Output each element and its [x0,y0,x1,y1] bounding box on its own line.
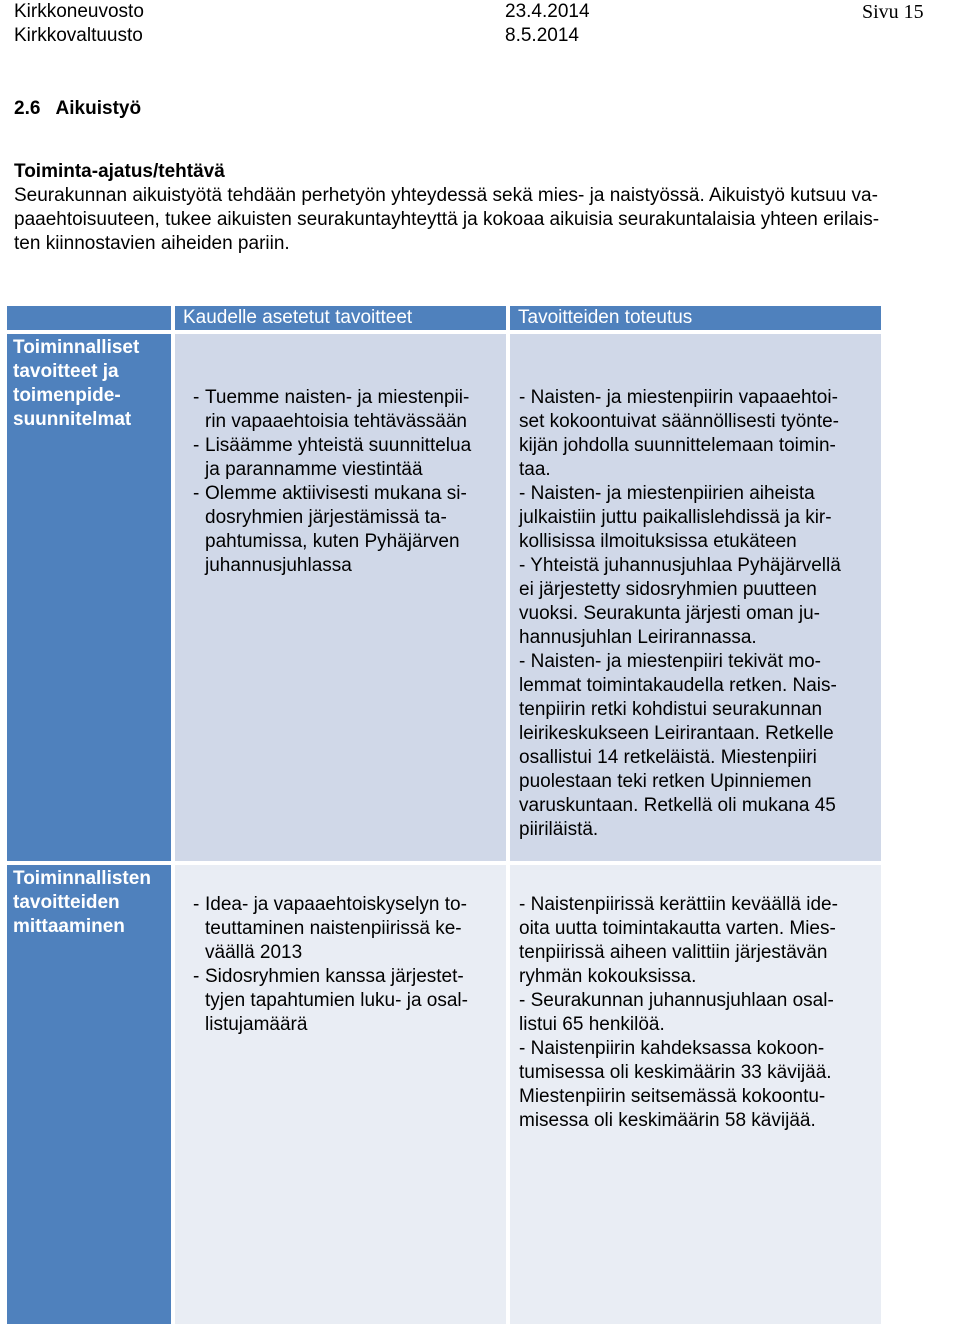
header-cell-goals [175,306,506,330]
intro-line: ten kiinnostavien aiheiden pariin. [14,233,290,254]
goal-line: pahtumissa, kuten Pyhäjärven [205,531,460,552]
list-item [193,482,506,578]
goal-line: Tuemme naisten- ja miestenpii- [205,387,470,408]
row-label-line: Toiminnallisten [13,868,151,889]
result-line: lemmat toimintakaudella retken. Nais- [519,675,837,696]
goal-line: juhannusjuhlassa [205,555,352,576]
result-line: vuoksi. Seurakunta järjesti oman ju- [519,603,820,624]
results-cell [510,865,881,1324]
goal-line: Olemme aktiivisesti mukana si- [205,483,467,504]
goal-line: rin vapaaehtoisia tehtävässään [205,411,467,432]
result-line: - Naistenpiirin kahdeksassa kokoon- [519,1038,825,1059]
goals-table [7,306,881,1324]
result-line: puolestaan teki retken Upinniemen [519,771,812,792]
result-line: - Naisten- ja miestenpiiri tekivät mo- [519,651,821,672]
result-line: julkaistiin juttu paikallislehdissä ja kir- [519,507,832,528]
row-label-cell [7,865,171,1324]
meeting-date-1: 23.4.2014 [505,1,590,22]
goals-cell [175,865,506,1324]
header-results-label: Tavoitteiden toteutus [518,307,693,328]
list-item [193,434,506,482]
list-item [193,893,506,965]
dash-bullet: - [193,894,200,915]
result-line: - Seurakunnan juhannusjuhlaan osal- [519,990,834,1011]
row-label-line: mittaaminen [13,916,125,937]
row-label-line: Toiminnalliset [13,337,140,358]
org-name-1: Kirkkoneuvosto [14,1,144,22]
result-line: kijän johdolla suunnittelemaan toimin- [519,435,836,456]
result-line: set kokoontuivat säännöllisesti työnte- [519,411,840,432]
header-cell-empty [7,306,171,330]
goals-cell [175,334,506,861]
row-label [7,334,171,432]
result-line: osallistui 14 retkeläistä. Miestenpiiri [519,747,817,768]
result-line: listui 65 henkilöä. [519,1014,665,1035]
goal-line: dosryhmien järjestämissä ta- [205,507,447,528]
header-cell-results [510,306,881,330]
row-label-line: suunnitelmat [13,409,132,430]
result-line: taa. [519,459,551,480]
goal-line: väällä 2013 [205,942,303,963]
result-line: - Naisten- ja miestenpiirin vapaaehtoi- [519,387,838,408]
goal-line: ja parannamme viestintää [205,459,423,480]
dash-bullet: - [193,435,200,456]
result-line: - Naistenpiirissä kerättiin keväällä ide- [519,894,838,915]
row-label-line: tavoitteiden [13,892,120,913]
subsection-title: Toiminta-ajatus/tehtävä [14,161,225,182]
goal-line: teuttaminen naistenpiirissä ke- [205,918,462,939]
result-line: varuskuntaan. Retkellä oli mukana 45 [519,795,836,816]
result-line: tumisessa oli keskimäärin 33 kävijää. [519,1062,832,1083]
goals-list [175,865,506,1037]
org-name-2: Kirkkovaltuusto [14,25,143,46]
result-line: tenpiirissä aiheen valittiin järjestävän [519,942,828,963]
intro-paragraph [14,184,959,256]
row-label-line: toimenpide- [13,385,121,406]
goal-line: Idea- ja vapaaehtoiskyselyn to- [205,894,467,915]
page-number: Sivu 15 [862,1,924,23]
meeting-date-2: 8.5.2014 [505,25,579,46]
row-label [7,865,171,939]
result-line: tenpiirin retki kohdistui seurakunnan [519,699,823,720]
goal-line: tyjen tapahtumien luku- ja osal- [205,990,468,1011]
goal-line: Lisäämme yhteistä suunnittelua [205,435,472,456]
intro-line: Seurakunnan aikuistyötä tehdään perhetyön yhteydessä sekä mies- ja naistyössä. Aikuistyö kutsuu va- [14,185,878,206]
goal-line: listujamäärä [205,1014,308,1035]
goal-line: Sidosryhmien kanssa järjestet- [205,966,464,987]
row-label-line: tavoitteet ja [13,361,119,382]
results-cell [510,334,881,861]
result-line: piiriläistä. [519,819,599,840]
dash-bullet: - [193,483,200,504]
result-line: ryhmän kokouksissa. [519,966,697,987]
result-line: ei järjestetty sidosryhmien puutteen [519,579,817,600]
result-line: Miestenpiirin seitsemässä kokoontu- [519,1086,826,1107]
result-line: misessa oli keskimäärin 58 kävijää. [519,1110,816,1131]
result-line: leirikeskukseen Leirirantaan. Retkelle [519,723,834,744]
results-text [510,334,881,842]
result-line: kollisissa ilmoituksissa etukäteen [519,531,797,552]
list-item [193,386,506,434]
goals-list [175,334,506,578]
results-text [510,865,881,1133]
result-line: oita uutta toimintakautta varten. Mies- [519,918,836,939]
header-goals-label: Kaudelle asetetut tavoitteet [183,307,413,328]
section-title: 2.6 Aikuistyö [14,98,142,119]
intro-line: paaehtoisuuteen, tukee aikuisten seurakuntayhteyttä ja kokoaa aikuisia seurakuntalaisia yhteen erilais- [14,209,880,230]
result-line: - Naisten- ja miestenpiirien aiheista [519,483,815,504]
row-label-cell [7,334,171,861]
dash-bullet: - [193,387,200,408]
result-line: hannusjuhlan Leirirannassa. [519,627,757,648]
result-line: - Yhteistä juhannusjuhlaa Pyhäjärvellä [519,555,841,576]
list-item [193,965,506,1037]
dash-bullet: - [193,966,200,987]
